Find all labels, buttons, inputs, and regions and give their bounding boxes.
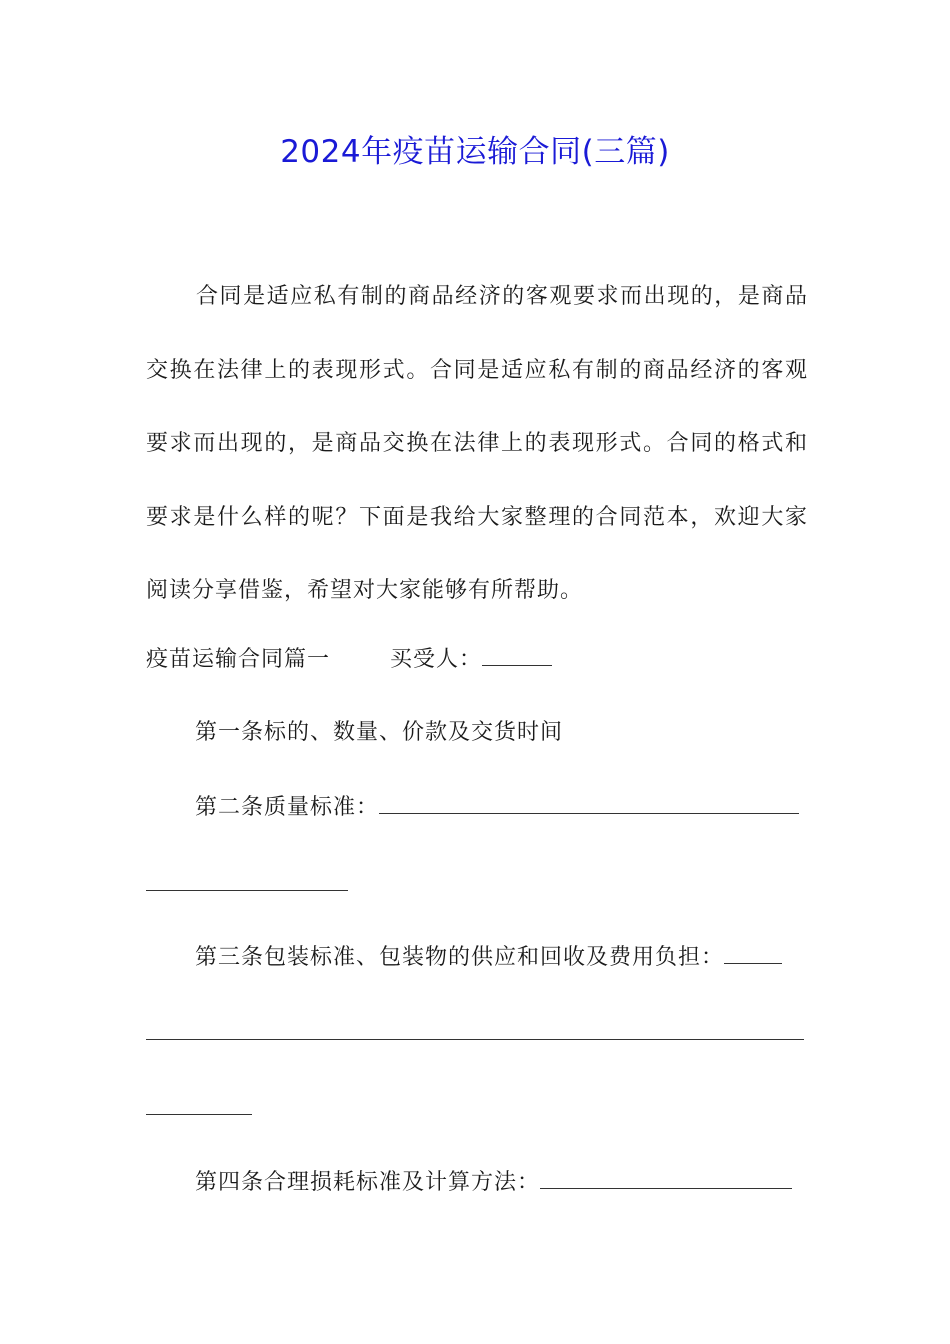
clause-2-line (195, 790, 799, 826)
clause-4: 第四条合理损耗标准及计算方法： (195, 1170, 541, 1195)
clause-4-blank (540, 1168, 792, 1189)
buyer-label: 买受人： (390, 647, 483, 672)
clause-1: 第一条标的、数量、价款及交货时间 (195, 720, 564, 745)
clause-4-line (195, 1165, 792, 1201)
intro-paragraph: 合同是适应私有制的商品经济的客观要求而出现的，是商品交换在法律上的表现形式。合同是适应私有制的商品经济的客观要求而出现的，是商品交换在法律上的表现形式。合同的格式和要求是什么样的呢？下面是我给大家整理的合同范本，欢迎大家阅读分享借鉴，希望对大家能够有所帮助。 (146, 284, 808, 603)
clause-2-blank-continued (146, 890, 348, 891)
buyer-blank (482, 645, 552, 666)
section-heading: 疫苗运输合同篇一 (146, 647, 331, 672)
clause-3-blank (724, 943, 782, 964)
section-line (146, 642, 552, 678)
clause-2-blank (379, 793, 799, 814)
clause-3: 第三条包装标准、包装物的供应和回收及费用负担： (195, 945, 725, 970)
clause-3-line (195, 940, 782, 976)
document-title: 2024年疫苗运输合同(三篇) (280, 134, 670, 170)
clause-3-blank-continued-1 (146, 1039, 804, 1040)
clause-2: 第二条质量标准： (195, 795, 380, 820)
clause-3-blank-continued-2 (146, 1114, 252, 1115)
